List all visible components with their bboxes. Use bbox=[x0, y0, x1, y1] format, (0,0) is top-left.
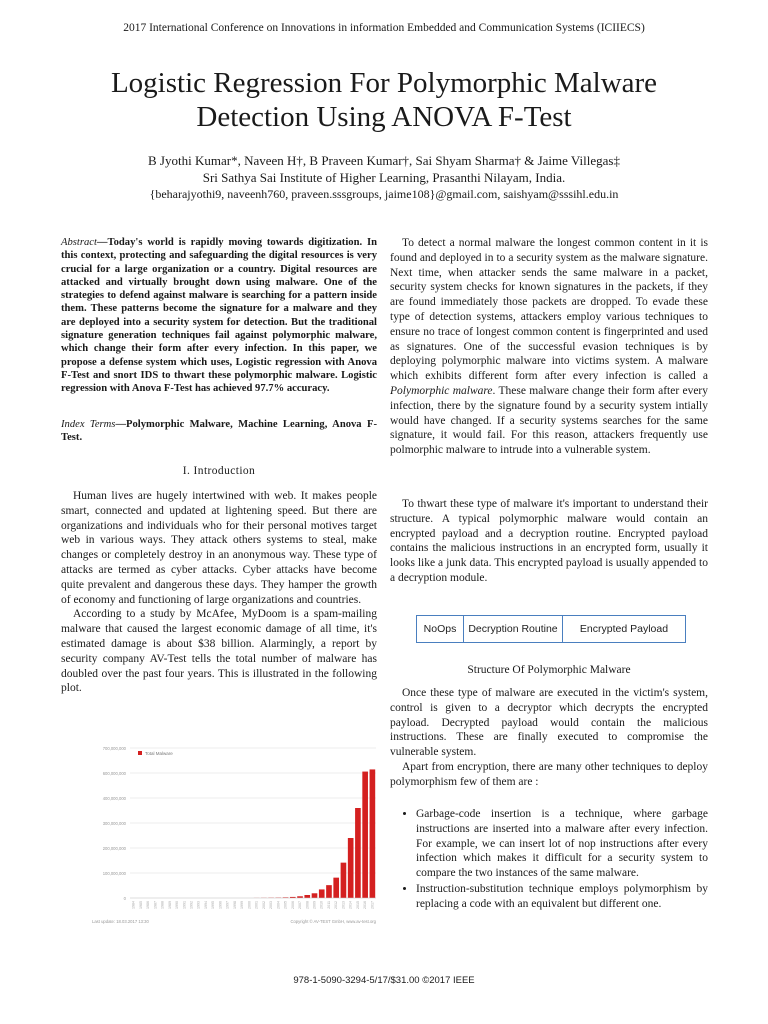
chart-y-tick-label: 100,000,000 bbox=[102, 871, 126, 876]
chart-x-tick-label: 2001 bbox=[254, 901, 259, 909]
chart-x-tick-label: 1990 bbox=[175, 901, 180, 909]
author-list: B Jyothi Kumar*, Naveen H†, B Praveen Kumar†, Sai Shyam Sharma† & Jaime Villegas‡ bbox=[148, 153, 620, 168]
chart-x-tick-label: 2000 bbox=[247, 901, 252, 909]
chart-x-tick-label: 2003 bbox=[269, 901, 274, 909]
chart-x-tick-label: 2011 bbox=[326, 901, 331, 909]
chart-x-tick-label: 2009 bbox=[312, 901, 317, 909]
chart-y-tick-label: 600,000,000 bbox=[102, 771, 126, 776]
chart-bar bbox=[362, 772, 368, 898]
chart-x-tick-label: 1992 bbox=[189, 901, 194, 909]
introduction-body bbox=[61, 489, 377, 696]
chart-x-tick-label: 2010 bbox=[319, 901, 324, 909]
section-heading-introduction: I. Introduction bbox=[182, 465, 256, 477]
author-emails: {beharajyothi9, naveenh760, praveen.sssgroups, jaime108}@gmail.com, saishyam@sssihl.edu.in bbox=[149, 187, 619, 201]
bullet-instruction-substitution: • Instruction-substitution technique employs polymorphism by replacing a code with an equivalent but different one. bbox=[416, 882, 708, 912]
right-column-paragraph-2 bbox=[390, 497, 708, 586]
diagram-box-encrypted-payload: Encrypted Payload bbox=[579, 623, 669, 635]
chart-legend-label: Total Malware bbox=[145, 751, 173, 756]
abstract-text: —Today's world is rapidly moving towards digitization. In this context, protecting and safeguarding the digital resources is very crucial for a large organization or a country. Digital resources are attacked and virtually brought down using malware. One of the strategies to defend against malware is searching for a pattern inside them. These patterns become the signature for a malware and they are deployed into a security system for detection. But the traditional signature generation techniques fail against polymorphic malware, which change their form after every infection. In this paper, we propose a defense system which uses, Logistic regression with Anova F-Test and snort IDS to thwart these polymorphic malware. Logistic regression with Anova F-Test has achieved 97.7% accuracy. bbox=[61, 237, 377, 395]
paper-title bbox=[40, 66, 728, 134]
chart-x-tick-label: 1995 bbox=[211, 901, 216, 909]
chart-y-tick-label: 200,000,000 bbox=[102, 846, 126, 851]
index-terms bbox=[61, 418, 377, 445]
chart-bar bbox=[312, 893, 318, 898]
chart-x-tick-label: 1989 bbox=[167, 901, 172, 909]
chart-x-tick-label: 2015 bbox=[355, 901, 360, 909]
chart-y-tick-label: 700,000,000 bbox=[102, 746, 126, 751]
index-terms-label: Index Terms bbox=[61, 419, 116, 430]
chart-x-tick-label: 1984 bbox=[131, 901, 136, 909]
chart-x-tick-label: 1997 bbox=[225, 901, 230, 909]
author-block bbox=[20, 152, 748, 203]
chart-x-tick-label: 2014 bbox=[348, 901, 353, 909]
chart-y-tick-label: 0 bbox=[123, 896, 126, 901]
chart-x-tick-label: 2002 bbox=[261, 901, 266, 909]
chart-x-tick-label: 2016 bbox=[363, 901, 368, 909]
right-p1-before: To detect a normal malware the longest common content in it is found and deployed in to a security system as the malware signature. Next time, when attacker sends the same malware in a packet, security system checks for known signatures in the packets, if they are found immediately those packets are dropped. To evade these type of detection systems, attackers employ various techniques to ensure no trace of longest common content is fingerprinted and used as signatures. One of the successful evasion techniques is by deploying polymorphic malware into victims system. A malware which exhibits different form after every infection is called a bbox=[390, 237, 708, 383]
chart-bar bbox=[348, 838, 354, 898]
chart-x-tick-label: 1996 bbox=[218, 901, 223, 909]
chart-x-tick-label: 2017 bbox=[370, 901, 375, 909]
chart-x-tick-label: 1988 bbox=[160, 901, 165, 909]
chart-y-tick-label: 300,000,000 bbox=[102, 821, 126, 826]
page-footer: 978-1-5090-3294-5/17/$31.00 ©2017 IEEE bbox=[293, 975, 475, 986]
title-line-2: Detection Using ANOVA F-Test bbox=[196, 101, 572, 133]
chart-bar bbox=[304, 895, 310, 898]
chart-x-tick-label: 2012 bbox=[334, 901, 339, 909]
diagram-box-noops: NoOps bbox=[417, 616, 464, 642]
diagram-caption: Structure Of Polymorphic Malware bbox=[467, 664, 631, 676]
chart-legend-swatch bbox=[138, 751, 142, 755]
chart-bar bbox=[333, 878, 339, 898]
chart-bar bbox=[355, 808, 361, 898]
chart-x-tick-label: 1985 bbox=[138, 901, 143, 909]
right-column-paragraph-3 bbox=[390, 686, 708, 790]
chart-bar bbox=[341, 863, 347, 898]
chart-x-tick-label: 1986 bbox=[146, 901, 151, 909]
index-terms-text: —Polymorphic Malware, Machine Learning, Anova F-Test. bbox=[61, 419, 377, 444]
right-p1-after: . These malware change their form after every infection, there by the signature found by a security system intially would have changed. If a security systems searches for the same signature, it would fail. For this reason, attackers frequently use polmorphic malware to intrude into a vulnerable system. bbox=[390, 384, 708, 457]
intro-paragraph-1: Human lives are hugely intertwined with web. It makes people smart, connected and updated at lightening speed. But there are organizations and individuals who for their personal motives target web in various ways. They attack others systems to steal, make changes or completely destroy in an anonymous way. These type of attacks are termed as cyber attacks. Cyber attacks have become quite prevalent and dangerous these days. They hamper the growth of economy and functioning of large organizations and countries. bbox=[61, 490, 377, 606]
conference-header: 2017 International Conference on Innovations in information Embedded and Communication Systems (ICIIECS) bbox=[123, 22, 645, 34]
affiliation: Sri Sathya Sai Institute of Higher Learning, Prasanthi Nilayam, India. bbox=[202, 170, 566, 185]
right-p2: To thwart these type of malware it's important to understand their structure. A typical polymorphic malware would contain an encrypted payload and a decryption routine. Encrypted payload contains the malicious instructions in an encrypted form, usually it looks like a junk data. This encrypted payload is usually appended to a decryption module. bbox=[390, 498, 708, 584]
right-p1-emphasis: Polymorphic malware bbox=[390, 384, 493, 397]
chart-x-tick-label: 1999 bbox=[240, 901, 245, 909]
malware-structure-diagram bbox=[416, 615, 686, 643]
chart-x-tick-label: 2008 bbox=[305, 901, 310, 909]
chart-x-tick-label: 1993 bbox=[196, 901, 201, 909]
chart-x-tick-label: 2005 bbox=[283, 901, 288, 909]
diagram-box-decryption-routine: Decryption Routine bbox=[464, 616, 563, 642]
chart-footer-right: Copyright © AV-TEST GmbH, www.av-test.org bbox=[290, 919, 376, 924]
title-line-1: Logistic Regression For Polymorphic Malware bbox=[110, 67, 658, 99]
right-p3: Once these type of malware are executed in the victim's system, control is given to a decryptor which decrypts the encrypted payload. Decrypted payload would contain the malicious instructions. These are finally executed to compromise the vulnerable system. bbox=[390, 687, 708, 759]
chart-x-tick-label: 2006 bbox=[290, 901, 295, 909]
chart-x-tick-label: 1987 bbox=[153, 901, 158, 909]
abstract bbox=[61, 236, 377, 396]
right-p4: Apart from encryption, there are many other techniques to deploy polymorphism few of them are : bbox=[390, 760, 708, 788]
chart-bar bbox=[319, 889, 325, 898]
bullet-garbage-code: • Garbage-code insertion is a technique, where garbage instructions are inserted into a malware after every infection. For example, we can insert lot of nop instructions after every infection which makes it difficult for a security system to compare the two instances of the same malware. bbox=[416, 807, 708, 881]
abstract-label: Abstract bbox=[61, 237, 97, 248]
chart-y-tick-label: 400,000,000 bbox=[102, 796, 126, 801]
intro-paragraph-2: According to a study by McAfee, MyDoom is a spam-mailing malware that caused the largest economic damage of all time, it's estimated damage is about $38 billion. Alarmingly, a report by security company AV-Test tells the total number of malware has doubled over the past four years. This is illustrated in the following plot. bbox=[61, 608, 377, 695]
chart-x-tick-label: 1994 bbox=[203, 901, 208, 909]
chart-bar bbox=[370, 769, 376, 898]
technique-bullet-list bbox=[390, 807, 708, 913]
chart-x-tick-label: 1991 bbox=[182, 901, 187, 909]
chart-bar bbox=[326, 885, 332, 898]
chart-footer-left: Last update: 18.03.2017 13:30 bbox=[92, 919, 149, 924]
chart-x-tick-label: 1998 bbox=[232, 901, 237, 909]
chart-x-tick-label: 2007 bbox=[298, 901, 303, 909]
chart-x-tick-label: 2013 bbox=[341, 901, 346, 909]
right-column-paragraph-1 bbox=[390, 236, 708, 458]
malware-growth-chart bbox=[86, 740, 382, 928]
chart-x-tick-label: 2004 bbox=[276, 901, 281, 909]
